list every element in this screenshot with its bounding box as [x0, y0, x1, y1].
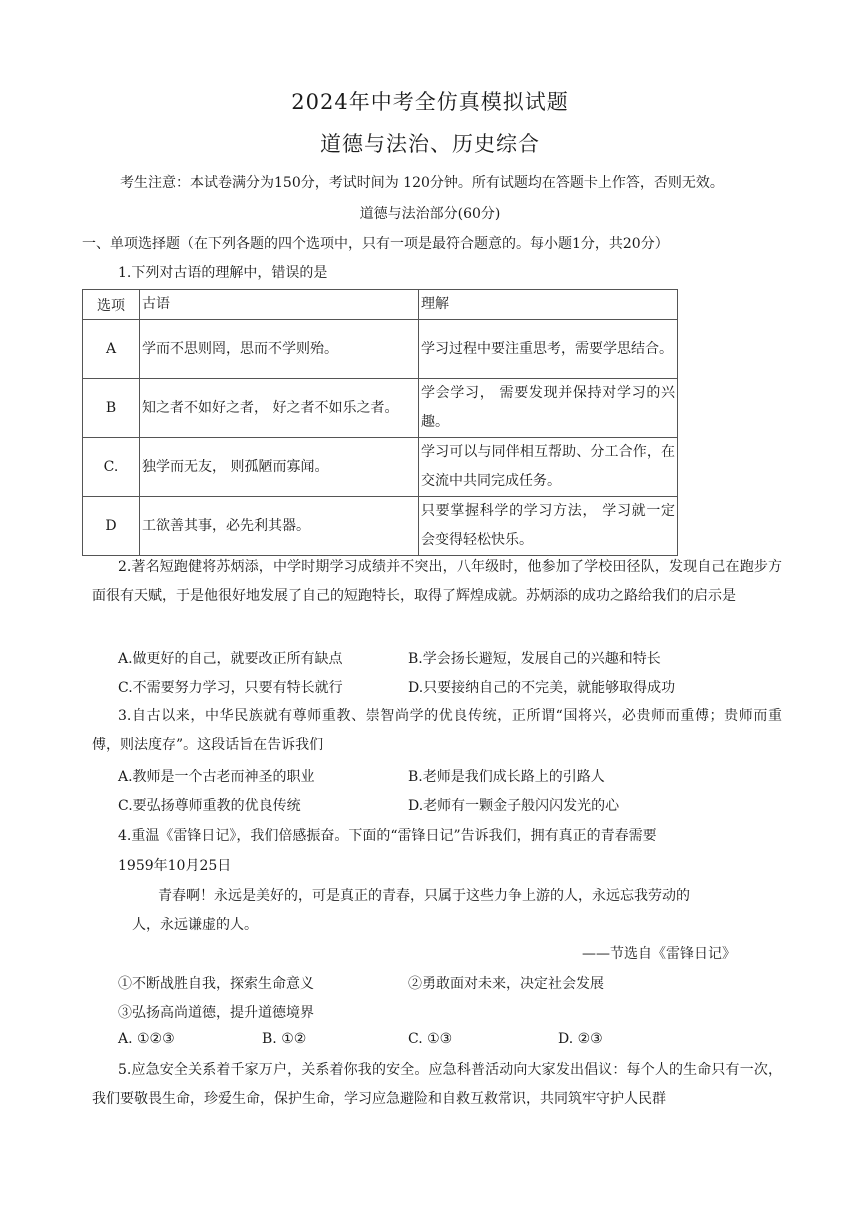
question-4-option-d[interactable]: D. ②③	[558, 1031, 603, 1047]
table-cell-saying: 知之者不如好之者， 好之者不如乐之者。	[140, 379, 419, 438]
table-cell-meaning: 只要掌握科学的学习方法， 学习就一定会变得轻松快乐。	[419, 497, 678, 556]
question-2-option-c[interactable]: C.不需要努力学习，只要有特长就行	[118, 680, 343, 696]
table-row	[83, 320, 678, 379]
question-4-option-b[interactable]: B. ①②	[262, 1031, 307, 1047]
table-cell-meaning: 学习过程中要注重思考，需要学思结合。	[419, 320, 678, 379]
table-cell-option: D	[83, 497, 140, 556]
question-4-item-2: ②勇敢面对未来，决定社会发展	[408, 976, 604, 992]
table-header-cell: 选项	[83, 290, 140, 320]
table-cell-meaning: 学会学习， 需要发现并保持对学习的兴趣。	[419, 379, 678, 438]
table-header-row	[83, 290, 678, 320]
table-cell-meaning: 学习可以与同伴相互帮助、分工合作，在交流中共同完成任务。	[419, 438, 678, 497]
question-4-option-a[interactable]: A. ①②③	[118, 1031, 175, 1047]
table-row	[83, 438, 678, 497]
diary-date: 1959年10月25日	[118, 858, 232, 874]
question-4-stem: 4.重温《雷锋日记》，我们倍感振奋。下面的“雷锋日记”告诉我们，拥有真正的青春需要	[118, 828, 657, 844]
part-heading: 道德与法治部分(60分)	[359, 206, 501, 222]
table-header-cell: 古语	[140, 290, 419, 320]
exam-subtitle: 道德与法治、历史综合	[320, 132, 540, 156]
table-cell-saying: 工欲善其事，必先利其器。	[140, 497, 419, 556]
question-3-stem: 3.自古以来，中华民族就有尊师重教、崇智尚学的优良传统，正所谓“国将兴，必贵师而重傅；贵师而重傅，则法度存”。这段话旨在告诉我们	[92, 708, 782, 753]
table-header-cell: 理解	[419, 290, 678, 320]
exam-title: 2024年中考全仿真模拟试题	[291, 90, 569, 114]
question-4-item-1: ①不断战胜自我，探索生命意义	[118, 976, 314, 992]
question-3-option-a[interactable]: A.教师是一个古老而神圣的职业	[118, 769, 315, 785]
exam-notice: 考生注意：本试卷满分为150分，考试时间为 120分钟。所有试题均在答题卡上作答，否则无效。	[120, 175, 724, 191]
table-cell-option: B	[83, 379, 140, 438]
question-1-stem: 1.下列对古语的理解中，错误的是	[118, 265, 328, 281]
table-cell-option: A	[83, 320, 140, 379]
question-4-option-c[interactable]: C. ①③	[408, 1031, 453, 1047]
question-3-option-b[interactable]: B.老师是我们成长路上的引路人	[408, 769, 605, 785]
question-2-stem: 2.著名短跑健将苏炳添，中学时期学习成绩并不突出，八年级时，他参加了学校田径队，发现自己在跑步方面很有天赋，于是他很好地发展了自己的短跑特长，取得了辉煌成就。苏炳添的成功之路给我们的启示是	[92, 559, 782, 604]
question-2-option-b[interactable]: B.学会扬长避短，发展自己的兴趣和特长	[408, 651, 661, 667]
table-cell-option: C.	[83, 438, 140, 497]
table-row	[83, 379, 678, 438]
table-cell-saying: 学而不思则罔，思而不学则殆。	[140, 320, 419, 379]
question-4-item-3: ③弘扬高尚道德，提升道德境界	[118, 1005, 314, 1021]
question-2-option-d[interactable]: D.只要接纳自己的不完美，就能够取得成功	[408, 680, 676, 696]
table-row	[83, 497, 678, 556]
diary-text-line-2: 人，永远谦虚的人。	[132, 917, 258, 933]
diary-text-line-1: 青春啊！永远是美好的，可是真正的青春，只属于这些力争上游的人，永远忘我劳动的	[158, 888, 690, 904]
question-1-table	[82, 289, 678, 556]
question-3-option-c[interactable]: C.要弘扬尊师重教的优良传统	[118, 798, 301, 814]
question-2-option-a[interactable]: A.做更好的自己，就要改正所有缺点	[118, 651, 343, 667]
section-heading: 一、单项选择题（在下列各题的四个选项中，只有一项是最符合题意的。每小题1分，共20分）	[82, 236, 669, 252]
diary-source: ——节选自《雷锋日记》	[582, 946, 736, 962]
question-5-stem: 5.应急安全关系着千家万户，关系着你我的安全。应急科普活动向大家发出倡议：每个人的生命只有一次，我们要敬畏生命，珍爱生命，保护生命，学习应急避险和自救互救常识，共同筑牢守护人民群	[92, 1062, 782, 1107]
question-3-option-d[interactable]: D.老师有一颗金子般闪闪发光的心	[408, 798, 620, 814]
table-cell-saying: 独学而无友， 则孤陋而寡闻。	[140, 438, 419, 497]
